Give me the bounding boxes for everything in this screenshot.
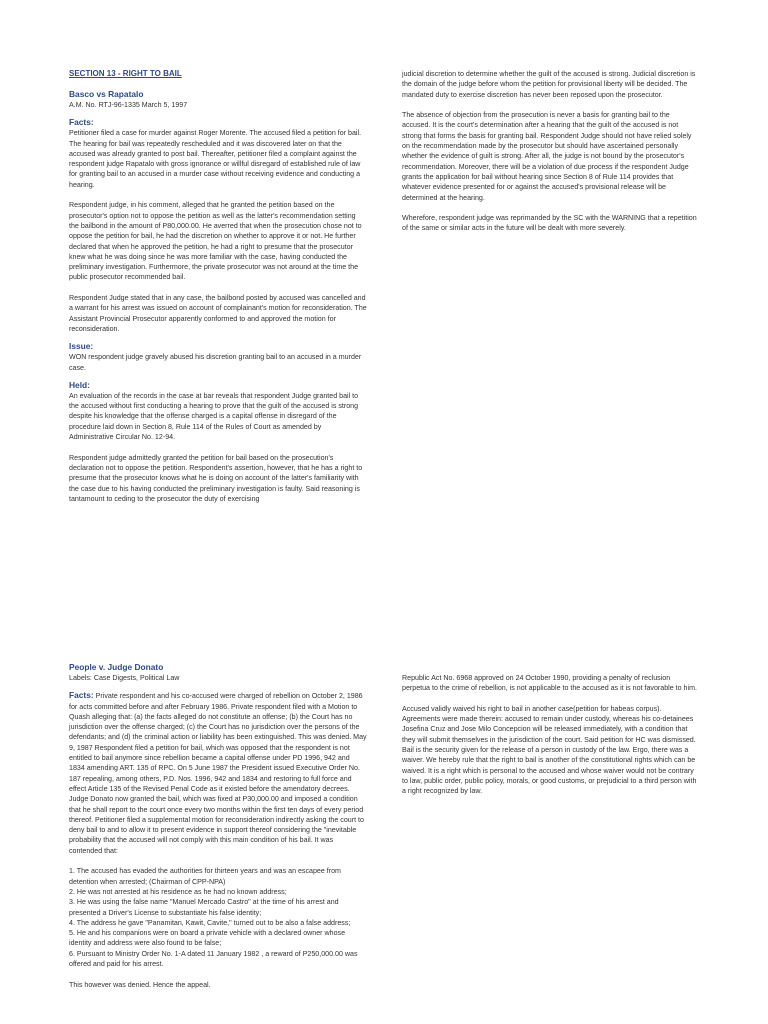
- list-item: 1. The accused has evaded the authorities for thirteen years and was an escapee from detention when arrested; (Chairman of CPP-NPA): [69, 867, 341, 886]
- issue-heading: Issue:: [69, 341, 94, 352]
- list-item: 3. He was using the false name "Manuel Mercado Castro" at the time of his arrest and presented a Driver's License to substantiate his false identity;: [69, 898, 339, 917]
- held-paragraph-donato-2: Accused validly waived his right to bail in another case(petition for habeas corpus). Agreements were made therein: accused to remain under custody, whereas his co-detainees Josefina Cruz and Jose Milo Concepcion will be released immediately, with a condition that they will submit themselves in the jurisdiction of the court. Said petition for HC was dismissed. Bail is the security given for the release of a person in custody of the law. Ergo, there was a waiver. We hereby rule that the right to bail is another of the constitutional rights which can be waived. It is a right which is personal to the accused and whose waiver would not be contrary to law, public order, public policy, morals, or good customs, or prejudicial to a third person with a right recognized by law.: [402, 704, 697, 796]
- issue-paragraph: WON respondent judge gravely abused his discretion granting bail to an accused in a murder case.: [69, 353, 362, 372]
- facts-heading-2: Facts:: [69, 690, 94, 701]
- facts-paragraph-1: Petitioner filed a case for murder against Roger Morente. The accused filed a petition for bail. The hearing for bail was repeatedly rescheduled and it was discovered later on that the accused was already granted to post bail. Thereafter, petitioner filed a complaint against the respondent judge Rapatalo with gross ignorance or willful disregard of established rule of law for granting bail to an accused in a murder case without receiving evidence and conducting a hearing.: [69, 129, 362, 189]
- section1-left-column: [69, 89, 367, 504]
- case-title-2: People v. Judge Donato: [69, 662, 164, 672]
- labels-line: Labels: Case Digests, Political Law: [69, 674, 180, 682]
- held-paragraph-4: The absence of objection from the prosecution is never a basis for granting bail to the accused. It is the court's determination after a hearing that the guilt of the accused is not strong that forms the basis for granting bail. Respondent Judge should not have relied solely on the recommendation made by the prosecutor but should have ascertained personally whether the evidence of guilt is strong. After all, the judge is not bound by the prosecutor's recommendation. Moreover, there will be a violation of due process if the respondent Judge grants the application for bail without hearing since Section 8 of Rule 114 provides that whatever evidence presented for or against the accused's provisional release will be determined at the hearing.: [402, 111, 692, 202]
- list-item: 5. He and his companions were on board a private vehicle with a declared owner whose identity and address were also found to be false;: [69, 929, 346, 948]
- held-paragraph-2: Respondent judge admittedly granted the petition for bail based on the prosecution's declaration not to oppose the petition. Respondent's assertion, however, that he has a right to presume that the prosecutor knows what he is doing on account of the latter's familiarity with the case due to his having conducted the preliminary investigation is faulty. Said reasoning is tantamount to ceding to the prosecutor the duty of exercising: [69, 453, 363, 503]
- closing-line: This however was denied. Hence the appeal.: [69, 980, 211, 989]
- held-heading: Held:: [69, 379, 90, 390]
- held-paragraph-5: Wherefore, respondent judge was reprimanded by the SC with the WARNING that a repetition of the same or similar acts in the future will be dealt with more severely.: [402, 214, 697, 233]
- list-item: 6. Pursuant to Ministry Order No. 1-A dated 11 January 1982 , a reward of P250,000.00 was offered and paid for his arrest.: [69, 949, 358, 969]
- facts-paragraph-donato: [69, 690, 367, 856]
- held-paragraph-donato-1: Republic Act No. 6968 approved on 24 October 1990, providing a penalty of reclusion perpetua to the crime of rebellion, is not applicable to the accused as it is not favorable to him.: [402, 674, 697, 693]
- section-heading[interactable]: SECTION 13 - RIGHT TO BAIL: [69, 69, 182, 78]
- facts-heading: Facts:: [69, 117, 94, 128]
- held-paragraph-1: An evaluation of the records in the case at bar reveals that respondent Judge granted bail to the accused without first conducting a hearing to prove that the guilt of the accused is strong despite his knowledge that the offense charged is a capital offense in disregard of the procedure laid down in Section 8, Rule 114 of the Rules of Court as amended by Administrative Circular No. 12-94.: [69, 391, 359, 442]
- case-reference: A.M. No. RTJ-96-1335 March 5, 1997: [69, 101, 188, 109]
- facts-text-donato: Private respondent and his co-accused were charged of rebellion on October 2, 1986 for acts committed before and after February 1986. Private respondent filed with a Motion to Quash alleging that: (a) the facts alleged do not constitute an offense; (b) the Court has no jurisdiction over the offense charged; (c) the Court has no jurisdiction over the persons of the defendants; and (d) the criminal action or liability has been extinguished. This was denied. May 9, 1987 Respondent filed a petition for bail, which was opposed that the respondent is not entitled to bail anymore since rebellion became a capital offense under PD 1996, 942 and 1834 amending ART. 135 of RPC. On 5 June 1987 the President issued Executive Order No. 187 repealing, among others, P.D. Nos. 1996, 942 and 1834 and restoring to full force and effect Article 135 of the Revised Penal Code as it existed before the amendatory decrees. Judge Donato now granted the bail, which was fixed at P30,000.00 and imposed a condition that he shall report to the court once every two months within the first ten days of every period thereof. Petitioner filed a supplemental motion for reconsideration indirectly asking the court to deny bail to and to allow it to present evidence in support thereof considering the "inevitable probability that the accused will not comply with this main condition of his bail. It was contended that:: [69, 692, 367, 855]
- list-item: 2. He was not arrested at his residence as he had no known address;: [69, 887, 287, 896]
- case-title: Basco vs Rapatalo: [69, 89, 144, 99]
- section2-right-column: [402, 673, 700, 797]
- list-item: 4. The address he gave "Panamitan, Kawit, Cavite," turned out to be also a false address;: [69, 918, 351, 927]
- facts-paragraph-3: Respondent Judge stated that in any case, the bailbond posted by accused was cancelled and a warrant for his arrest was issued on account of complainant's motion for reconsideration. The Assistant Provincial Prosecutor apparently conformed to and approved the motion for reconsideration.: [69, 294, 367, 333]
- section1-right-column: [402, 69, 698, 234]
- section2-left-column: [69, 662, 367, 990]
- facts-paragraph-2: Respondent judge, in his comment, alleged that he granted the petition based on the prosecutor's option not to oppose the petition as well as the latter's recommendation setting the bailbond in the amount of P80,000.00. He averred that when the prosecution chose not to oppose the petition for bail, he had the discretion on whether to approve it or not. He further declared that when he approved the petition, he had a right to presume that the prosecutor knew what he was doing since he was more familiar with the case, having conducted the preliminary investigation. Furthermore, the private prosecutor was not around at the time the public prosecutor recommended bail.: [69, 201, 362, 282]
- held-paragraph-3: judicial discretion to determine whether the guilt of the accused is strong. Judicial discretion is the domain of the judge before whom the petition for provisional liberty will be decided. The mandated duty to exercise discretion has never been reposed upon the prosecutor.: [402, 70, 696, 99]
